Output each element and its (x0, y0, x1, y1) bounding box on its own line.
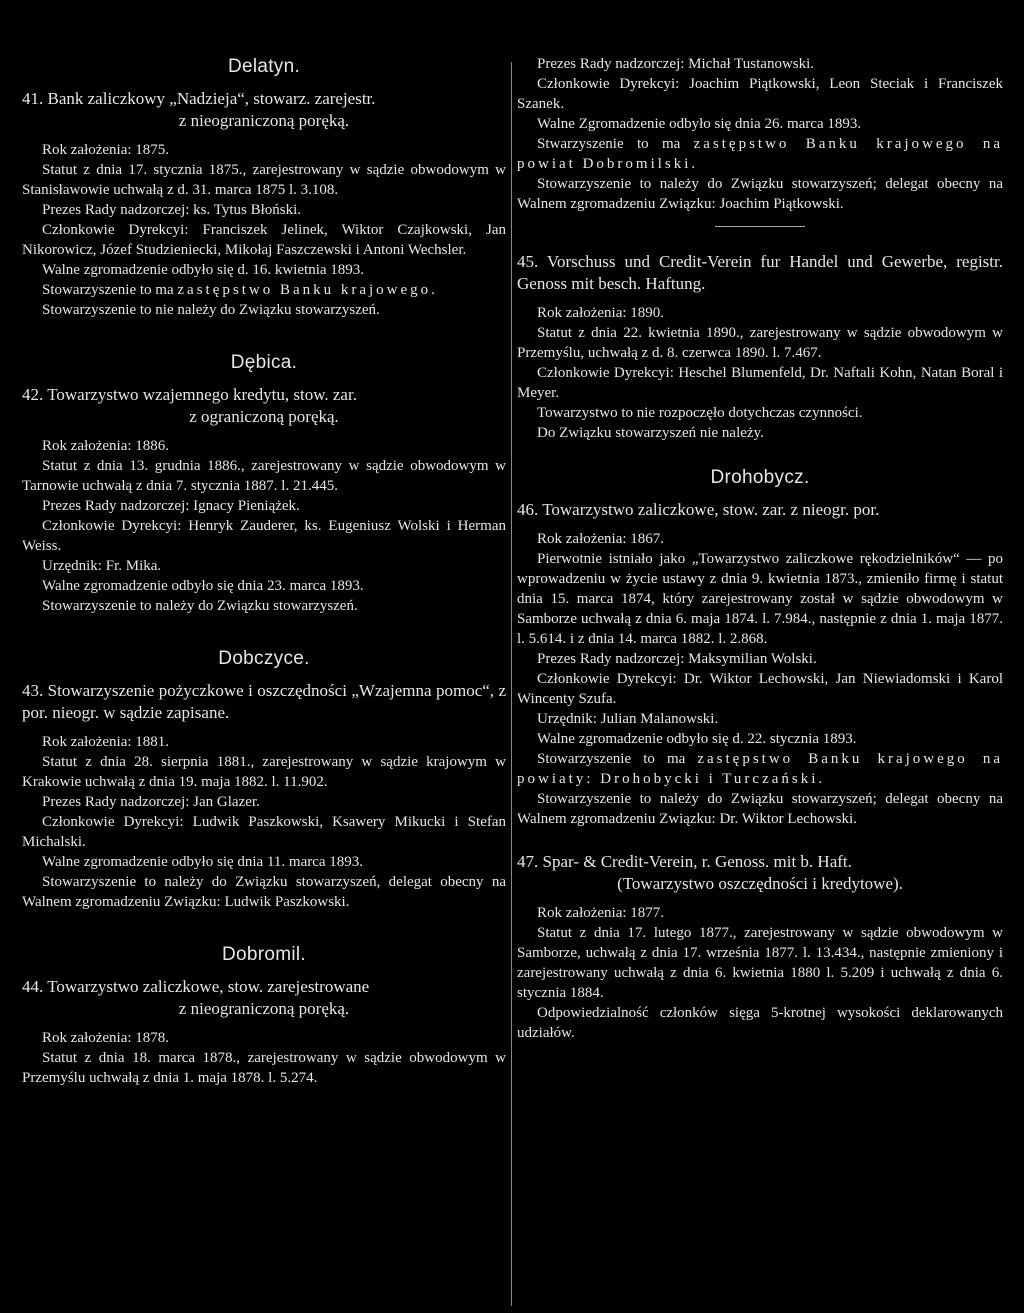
entry-43-heading: 43. Stowarzyszenie pożyczkowe i oszczędności „Wzajemna pomoc“, z por. nieogr. w sądzie zapisane. (22, 681, 506, 722)
entry-44-subheading: z nieograniczoną poręką. (178, 999, 350, 1018)
left-column (22, 54, 506, 1088)
town-heading-drohobycz: Drohobycz. (710, 467, 810, 488)
zastepstwo-spaced-text: zastępstwo Banku krajowego na powiaty: Drohobycki i Turczański. (517, 751, 1004, 787)
entry-42-line: Rok założenia: 1886. (42, 438, 170, 454)
entry-41-heading: 41. Bank zaliczkowy „Nadzieja“, stowarz. zarejestr. (22, 89, 376, 108)
entry-43-line: Stowarzyszenie to należy do Związku stowarzyszeń, delegat obecny na Walnem zgromadzeniu Związku: Ludwik Paszkowski. (22, 874, 506, 910)
entry-45-line: Statut z dnia 22. kwietnia 1890., zarejestrowany w sądzie obwodowym w Przemyślu, uchwałą z d. 8. czerwca 1890. l. 7.467. (517, 325, 1003, 361)
entry-46-line: Rok założenia: 1867. (537, 531, 665, 547)
entry-41-line: Członkowie Dyrekcyi: Franciszek Jelinek, Wiktor Czajkowski, Jan Nikorowicz, Józef Studzieniecki, Mikołaj Faszczewski i Antoni Wechsler. (22, 222, 506, 258)
entry-44-zastepstwo (517, 134, 1003, 174)
zastepstwo-prefix: Stowarzyszenie to ma (42, 282, 174, 298)
entry-45-line: Członkowie Dyrekcyi: Heschel Blumenfeld, Dr. Naftali Kohn, Natan Boral i Meyer. (517, 365, 1003, 401)
town-heading-delatyn: Delatyn. (227, 56, 301, 77)
column-divider (511, 62, 512, 1306)
entry-47-line: Statut z dnia 17. lutego 1877., zarejestrowany w sądzie obwodowym w Samborze, uchwałą z dnia 17. września 1877. l. 13.434., następnie zmieniony i zarejestrowany uchwałą z dnia 6. kwietnia 1880 l. 5.209 i uchwałą z dnia 6. stycznia 1884. (517, 925, 1003, 1001)
entry-42-line: Walne zgromadzenie odbyło się dnia 23. marca 1893. (42, 578, 364, 594)
entry-42-line: Prezes Rady nadzorczej: Ignacy Pieniążek. (42, 498, 300, 514)
entry-46-line: Walne zgromadzenie odbyło się d. 22. stycznia 1893. (537, 731, 857, 747)
entry-44-cont-line: Członkowie Dyrekcyi: Joachim Piątkowski, Leon Steciak i Franciszek Szanek. (517, 76, 1003, 112)
entry-47-heading: 47. Spar- & Credit-Verein, r. Genoss. mit b. Haft. (517, 852, 852, 871)
zastepstwo-spaced-text: zastępstwo Banku krajowego. (177, 282, 438, 298)
entry-41-subheading: z nieograniczoną poręką. (178, 111, 350, 130)
entry-42-heading: 42. Towarzystwo wzajemnego kredytu, stow. zar. (22, 385, 357, 404)
town-heading-debica: Dębica. (230, 352, 298, 373)
entry-47-subheading: (Towarzystwo oszczędności i kredytowe). (617, 874, 903, 893)
entry-46-line: Urzędnik: Julian Malanowski. (537, 711, 719, 727)
entry-47-line: Odpowiedzialność członków sięga 5-krotnej wysokości deklarowanych udziałów. (517, 1005, 1003, 1041)
entry-46-line: Pierwotnie istniało jako „Towarzystwo zaliczkowe rękodzielników“ — po wprowadzeniu w życie ustawy z dnia 9. kwietnia 1873., zmieniło firmę i statut dnia 15. marca 1874, który zarejestrowany został w sądzie obwodowym w Samborze uchwałą z dnia 6. maja 1874. l. 7.984., następnie z dnia 1. maja 1877. l. 5.614. i z dnia 14. marca 1882. l. 2.868. (517, 551, 1003, 647)
entry-44-line: Rok założenia: 1878. (42, 1030, 170, 1046)
entry-46-line: Stowarzyszenie to należy do Związku stowarzyszeń; delegat obecny na Walnem zgromadzeniu Związku: Dr. Wiktor Lechowski. (517, 791, 1003, 827)
entry-41-line: Stowarzyszenie to nie należy do Związku stowarzyszeń. (42, 302, 380, 318)
town-heading-dobczyce: Dobczyce. (218, 648, 310, 669)
entry-43-line: Statut z dnia 28. sierpnia 1881., zarejestrowany w sądzie krajowym w Krakowie uchwałą z dnia 19. maja 1882. l. 11.902. (22, 754, 506, 790)
zastepstwo-prefix: Stwarzyszenie to ma (537, 136, 681, 152)
entry-43-line: Walne zgromadzenie odbyło się dnia 11. marca 1893. (42, 854, 364, 870)
entry-46-zastepstwo (517, 749, 1003, 789)
entry-42-line: Urzędnik: Fr. Mika. (42, 558, 162, 574)
section-divider (715, 226, 805, 227)
entry-43-line: Prezes Rady nadzorczej: Jan Glazer. (42, 794, 260, 810)
entry-46-heading: 46. Towarzystwo zaliczkowe, stow. zar. z nieogr. por. (517, 500, 880, 519)
entry-45-line: Rok założenia: 1890. (537, 305, 665, 321)
entry-41-line: Walne zgromadzenie odbyło się d. 16. kwietnia 1893. (42, 262, 365, 278)
entry-41-line: Statut z dnia 17. stycznia 1875., zarejestrowany w sądzie obwodowym w Stanisławowie uchwałą z d. 31. marca 1875 l. 3.108. (22, 162, 506, 198)
entry-43-line: Rok założenia: 1881. (42, 734, 170, 750)
entry-47-line: Rok założenia: 1877. (537, 905, 665, 921)
entry-41-line: Rok założenia: 1875. (42, 142, 170, 158)
entry-43-line: Członkowie Dyrekcyi: Ludwik Paszkowski, Ksawery Mikucki i Stefan Michalski. (22, 814, 506, 850)
entry-41-line: Prezes Rady nadzorczej: ks. Tytus Błoński. (42, 202, 302, 218)
entry-44-cont-line: Walne Zgromadzenie odbyło się dnia 26. marca 1893. (537, 116, 862, 132)
entry-41-zastepstwo (22, 280, 506, 300)
entry-45-heading: 45. Vorschuss und Credit-Verein fur Handel und Gewerbe, registr. Genoss mit besch. Haftung. (517, 252, 1003, 293)
town-heading-dobromil: Dobromil. (222, 944, 306, 965)
entry-45-line: Towarzystwo to nie rozpoczęło dotychczas czynności. (537, 405, 863, 421)
zastepstwo-spaced-text: zastępstwo Banku krajowego na powiat Dobromilski. (517, 136, 1004, 172)
entry-42-subheading: z ograniczoną poręką. (189, 407, 339, 426)
entry-45-line: Do Związku stowarzyszeń nie należy. (537, 425, 764, 441)
entry-42-line: Stowarzyszenie to należy do Związku stowarzyszeń. (42, 598, 358, 614)
entry-46-line: Prezes Rady nadzorczej: Maksymilian Wolski. (537, 651, 817, 667)
entry-44-cont-line: Prezes Rady nadzorczej: Michał Tustanowski. (537, 56, 815, 72)
right-column (517, 54, 1003, 1043)
entry-42-line: Członkowie Dyrekcyi: Henryk Zauderer, ks. Eugeniusz Wolski i Herman Weiss. (22, 518, 506, 554)
entry-46-line: Członkowie Dyrekcyi: Dr. Wiktor Lechowski, Jan Niewiadomski i Karol Wincenty Szufa. (517, 671, 1003, 707)
entry-44-cont-line: Stowarzyszenie to należy do Związku stowarzyszeń; delegat obecny na Walnem zgromadzeniu Związku: Joachim Piątkowski. (517, 176, 1003, 212)
entry-44-heading: 44. Towarzystwo zaliczkowe, stow. zarejestrowane (22, 977, 370, 996)
entry-44-line: Statut z dnia 18. marca 1878., zarejestrowany w sądzie obwodowym w Przemyślu uchwałą z dnia 1. maja 1878. l. 5.274. (22, 1050, 506, 1086)
entry-42-line: Statut z dnia 13. grudnia 1886., zarejestrowany w sądzie obwodowym w Tarnowie uchwałą z dnia 7. stycznia 1887. l. 21.445. (22, 458, 506, 494)
zastepstwo-prefix: Stowarzyszenie to ma (537, 751, 686, 767)
